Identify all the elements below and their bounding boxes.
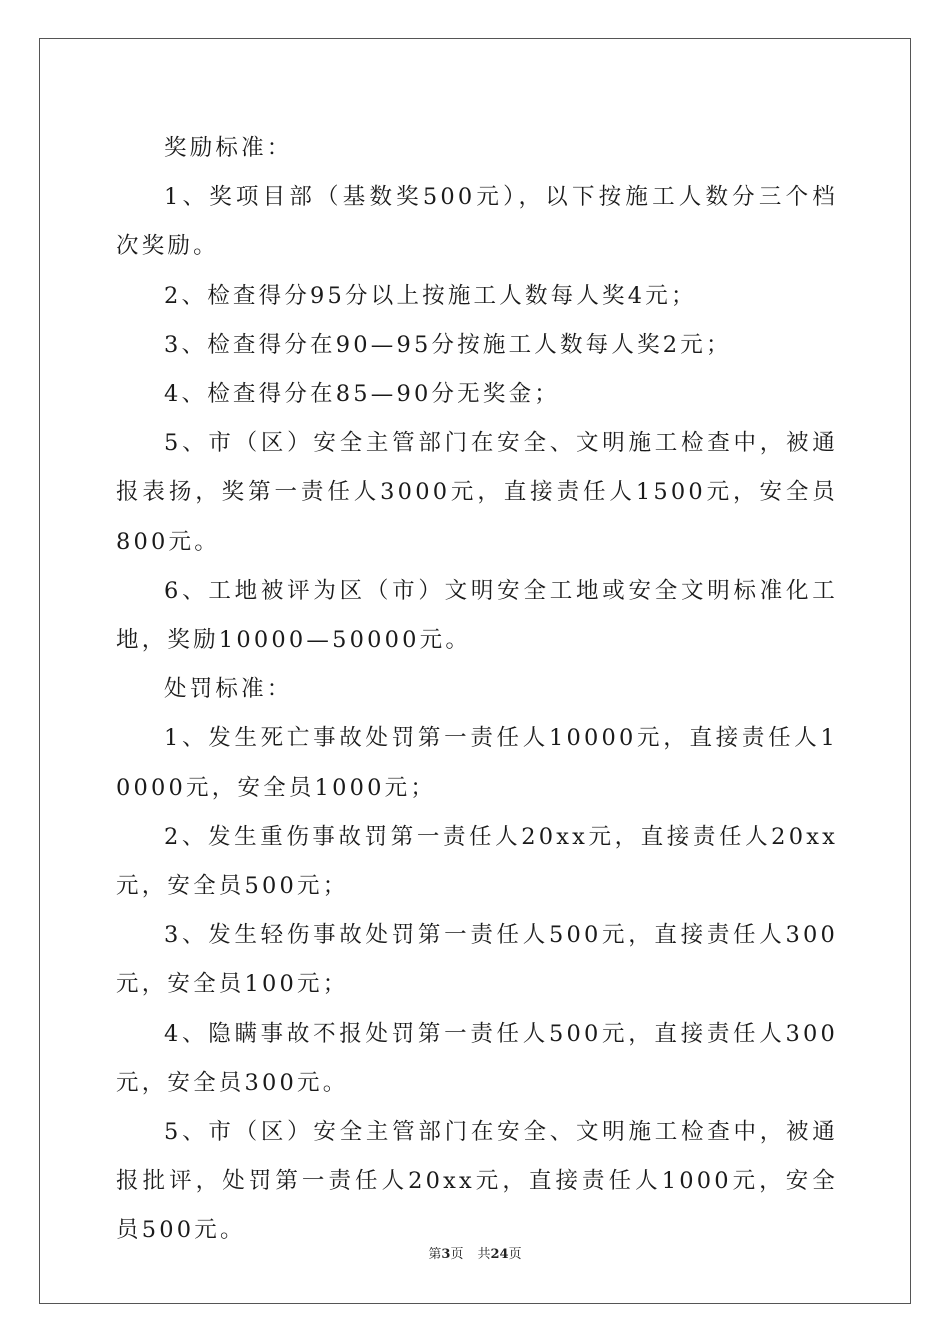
section-heading-penalties: 处罚标准： [164,676,293,703]
reward-item-4: 4、检查得分在85—90分无奖金； [164,381,560,408]
footer-page-prefix: 第 [428,1247,442,1262]
section-heading-rewards: 奖励标准： [164,135,293,161]
footer-page-number: 3 [441,1247,451,1262]
reward-item-6: 6、工地被评为区（市）文明安全工地或安全文明标准化工地，奖励10000—50000元。 [116,577,838,654]
page-footer [0,1246,950,1264]
reward-item-2: 2、检查得分95分以上按施工人数每人奖4元； [164,282,697,309]
reward-item-5: 5、市（区）安全主管部门在安全、文明施工检查中，被通报表扬，奖第一责任人3000元，直接责任人1500元，安全员800元。 [116,430,838,555]
footer-total-prefix: 共 [477,1247,491,1262]
document-body [116,124,838,1256]
reward-item-3: 3、检查得分在90—95分按施工人数每人奖2元； [164,331,732,358]
footer-total-suffix: 页 [508,1247,522,1262]
penalty-item-5: 5、市（区）安全主管部门在安全、文明施工检查中，被通报批评，处罚第一责任人20xx元，直接责任人1000元，安全员500元。 [116,1119,838,1244]
reward-item-1: 1、奖项目部（基数奖500元），以下按施工人数分三个档次奖励。 [116,184,838,260]
penalty-item-4: 4、隐瞒事故不报处罚第一责任人500元，直接责任人300元，安全员300元。 [116,1020,838,1096]
penalty-item-2: 2、发生重伤事故罚第一责任人20xx元，直接责任人20xx元，安全员500元； [116,823,838,900]
footer-page-suffix: 页 [450,1247,464,1262]
penalty-item-3: 3、发生轻伤事故处罚第一责任人500元，直接责任人300元，安全员100元； [116,922,838,998]
penalty-item-1: 1、发生死亡事故处罚第一责任人10000元，直接责任人10000元，安全员1000元； [116,725,838,801]
footer-total-pages: 24 [490,1247,509,1262]
